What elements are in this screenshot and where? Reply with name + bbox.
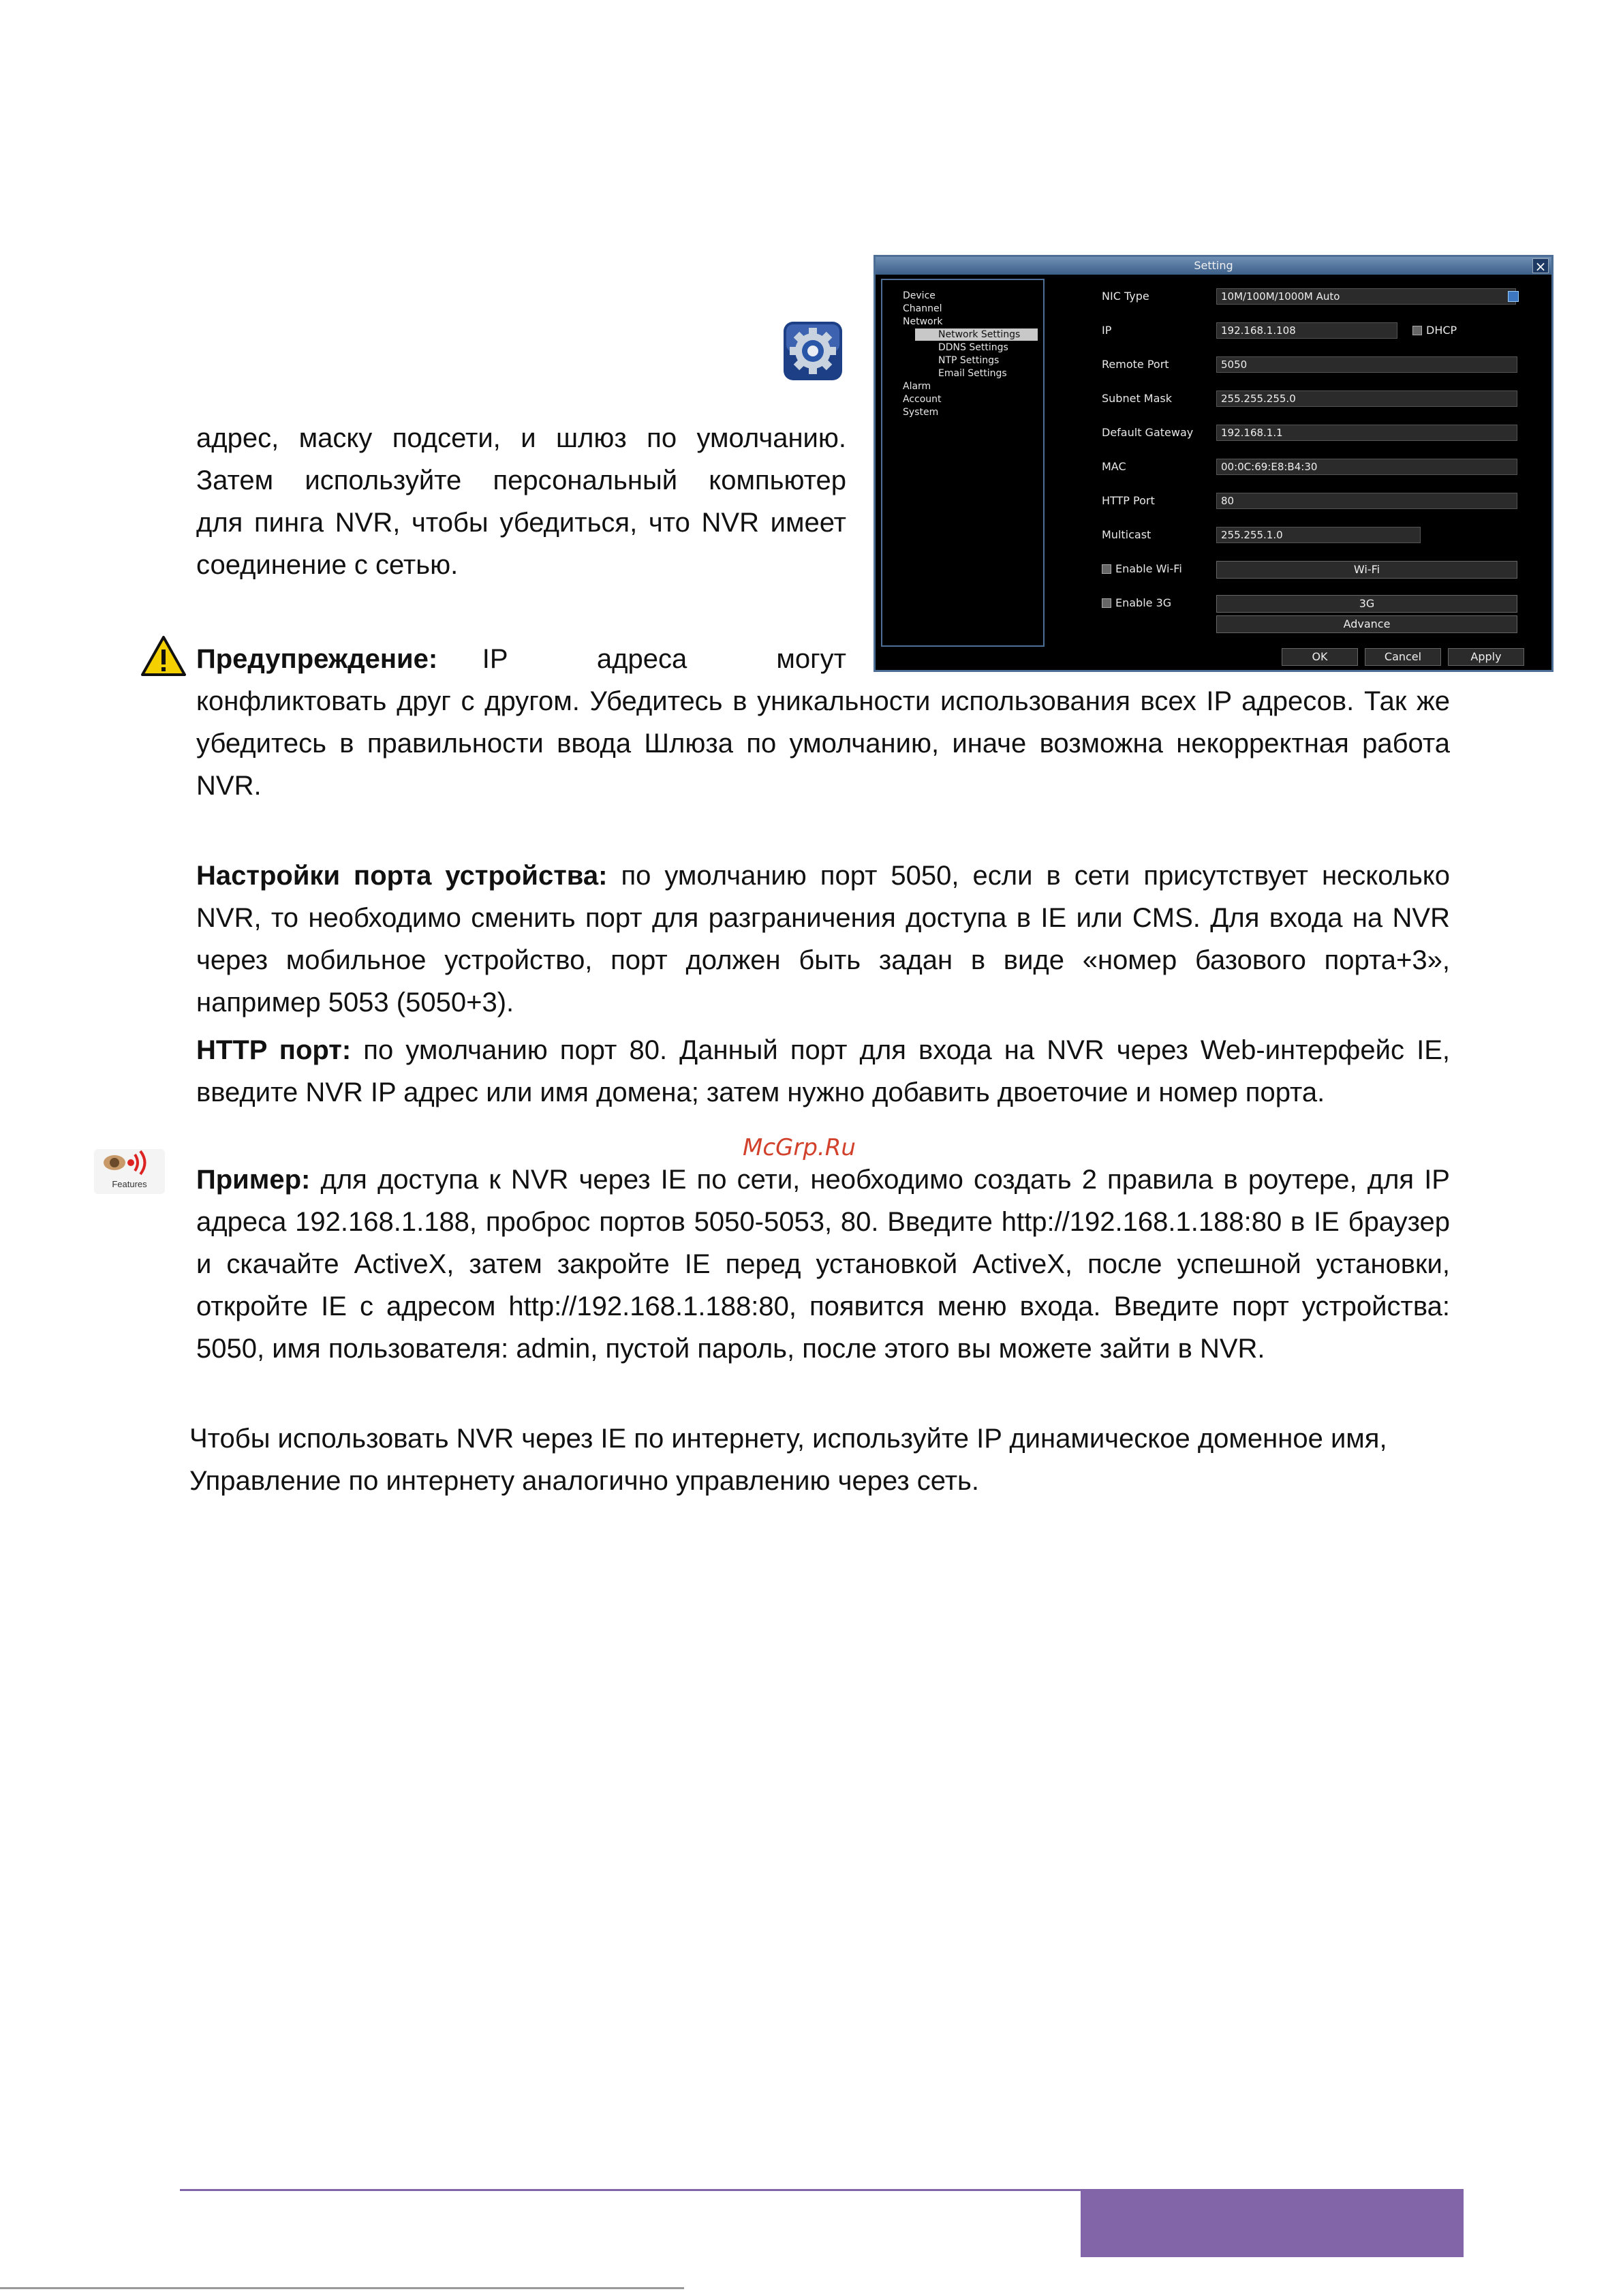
http-port-label: HTTP Port: [1102, 494, 1155, 507]
example-title: Пример:: [196, 1165, 311, 1195]
3g-button[interactable]: 3G: [1216, 595, 1517, 613]
warning-text: конфликтовать друг с другом. Убедитесь в уникальности использования всех IP адресов. Так же убедитесь в правильности ввода Шлюза по умолчанию, иначе возможна некорректная работа NVR.: [196, 686, 1450, 801]
cancel-button[interactable]: Cancel: [1365, 648, 1441, 666]
remote-port-field[interactable]: 5050: [1216, 356, 1517, 373]
intro-paragraph: [196, 417, 846, 586]
ip-field[interactable]: 192.168.1.108: [1216, 322, 1397, 339]
multicast-field[interactable]: 255.255.1.0: [1216, 527, 1421, 543]
intro-line: адрес, маску подсети, и шлюз по умолчанию.: [196, 423, 846, 453]
enable-wifi-checkbox[interactable]: [1102, 564, 1111, 574]
chevron-down-icon[interactable]: [1508, 291, 1519, 302]
tree-item-account[interactable]: Account: [903, 394, 942, 405]
features-icon: [94, 1149, 165, 1194]
enable-wifi-label: Enable Wi-Fi: [1115, 562, 1182, 575]
intro-line: соединение с сетью.: [196, 550, 459, 580]
intro-line: Затем используйте персональный компьютер: [196, 465, 846, 495]
tree-item-email-settings[interactable]: Email Settings: [938, 368, 1007, 379]
port-section-text: по умолчанию порт 5050, если в сети присутствует несколько NVR, то необходимо сменить порт для разграничения доступа в IE или CMS. Для входа на NVR через мобильное устройство, порт должен быть задан в виде «номер базового порта+3», например 5053 (5050+3).: [196, 861, 1450, 1017]
default-gateway-label: Default Gateway: [1102, 426, 1194, 439]
mac-field: 00:0C:69:E8:B4:30: [1216, 459, 1517, 475]
tree-item-ntp-settings[interactable]: NTP Settings: [938, 355, 1000, 366]
wifi-button[interactable]: Wi-Fi: [1216, 561, 1517, 579]
warning-first-line: [196, 638, 846, 680]
example-section: [196, 1159, 1450, 1370]
http-port-field[interactable]: 80: [1216, 493, 1517, 509]
tree-item-channel[interactable]: Channel: [903, 303, 942, 314]
internet-line: Чтобы использовать NVR через IE по интернету, используйте IP динамическое доменное имя,: [189, 1424, 1387, 1454]
default-gateway-field[interactable]: 192.168.1.1: [1216, 425, 1517, 441]
bottom-edge-line: [0, 2287, 684, 2289]
features-icon-label: Features: [112, 1179, 147, 1189]
tree-item-alarm[interactable]: Alarm: [903, 381, 931, 392]
enable-3g-label: Enable 3G: [1115, 596, 1172, 609]
port-section-title: Настройки порта устройства:: [196, 861, 608, 891]
apply-button[interactable]: Apply: [1448, 648, 1524, 666]
settings-gear-icon: [782, 320, 844, 382]
tree-item-network[interactable]: Network: [903, 316, 943, 327]
settings-tree: [881, 279, 1045, 647]
close-icon[interactable]: ×: [1532, 258, 1549, 273]
subnet-mask-label: Subnet Mask: [1102, 392, 1173, 405]
tree-item-network-settings[interactable]: Network Settings: [915, 328, 1038, 341]
window-title: Setting: [876, 257, 1551, 275]
nic-type-label: NIC Type: [1102, 290, 1149, 303]
tree-item-ddns-settings[interactable]: DDNS Settings: [938, 342, 1008, 353]
tree-item-device[interactable]: Device: [903, 290, 936, 301]
mac-label: MAC: [1102, 460, 1126, 473]
warning-icon: [140, 635, 187, 677]
ip-label: IP: [1102, 324, 1112, 337]
multicast-label: Multicast: [1102, 528, 1151, 541]
advance-button[interactable]: Advance: [1216, 615, 1517, 633]
intro-line: для пинга NVR, чтобы убедиться, что NVR имеет: [196, 508, 846, 538]
dhcp-label: DHCP: [1426, 324, 1457, 337]
warning-first-text: IP адреса могут: [482, 644, 846, 674]
warning-title: Предупреждение:: [196, 644, 438, 674]
tree-item-system[interactable]: System: [903, 407, 939, 418]
dhcp-checkbox[interactable]: [1412, 326, 1422, 335]
footer-bar: [1081, 2190, 1464, 2257]
remote-port-label: Remote Port: [1102, 358, 1169, 371]
port-section: [196, 855, 1450, 1024]
nic-type-select[interactable]: 10M/100M/1000M Auto: [1216, 288, 1516, 305]
http-section-text: по умолчанию порт 80. Данный порт для входа на NVR через Web-интерфейс IE, введите NVR IP адрес или имя домена; затем нужно добавить двоеточие и номер порта.: [196, 1035, 1451, 1107]
http-section: [196, 1029, 1450, 1114]
internet-section: [189, 1418, 1457, 1502]
http-section-title: HTTP порт:: [196, 1035, 352, 1065]
example-text: для доступа к NVR через IE по сети, необходимо создать 2 правила в роутере, для IP адреса 192.168.1.188, проброс портов 5050-5053, 80. Введите http://192.168.1.188:80 в IE браузер и скачайте ActiveX, затем закройте IE перед установкой ActiveX, после успешной установки, откройте IE с адресом http://192.168.1.188:80, появится меню входа. Введите порт устройства: 5050, имя пользователя: admin, пустой пароль, после этого вы можете зайти в NVR.: [196, 1165, 1450, 1364]
internet-line: Управление по интернету аналогично управлению через сеть.: [189, 1466, 979, 1496]
enable-3g-checkbox[interactable]: [1102, 598, 1111, 608]
source-mark: McGrp.Ru: [743, 1134, 856, 1161]
subnet-mask-field[interactable]: 255.255.255.0: [1216, 391, 1517, 407]
settings-window: [874, 255, 1554, 672]
ok-button[interactable]: OK: [1282, 648, 1358, 666]
